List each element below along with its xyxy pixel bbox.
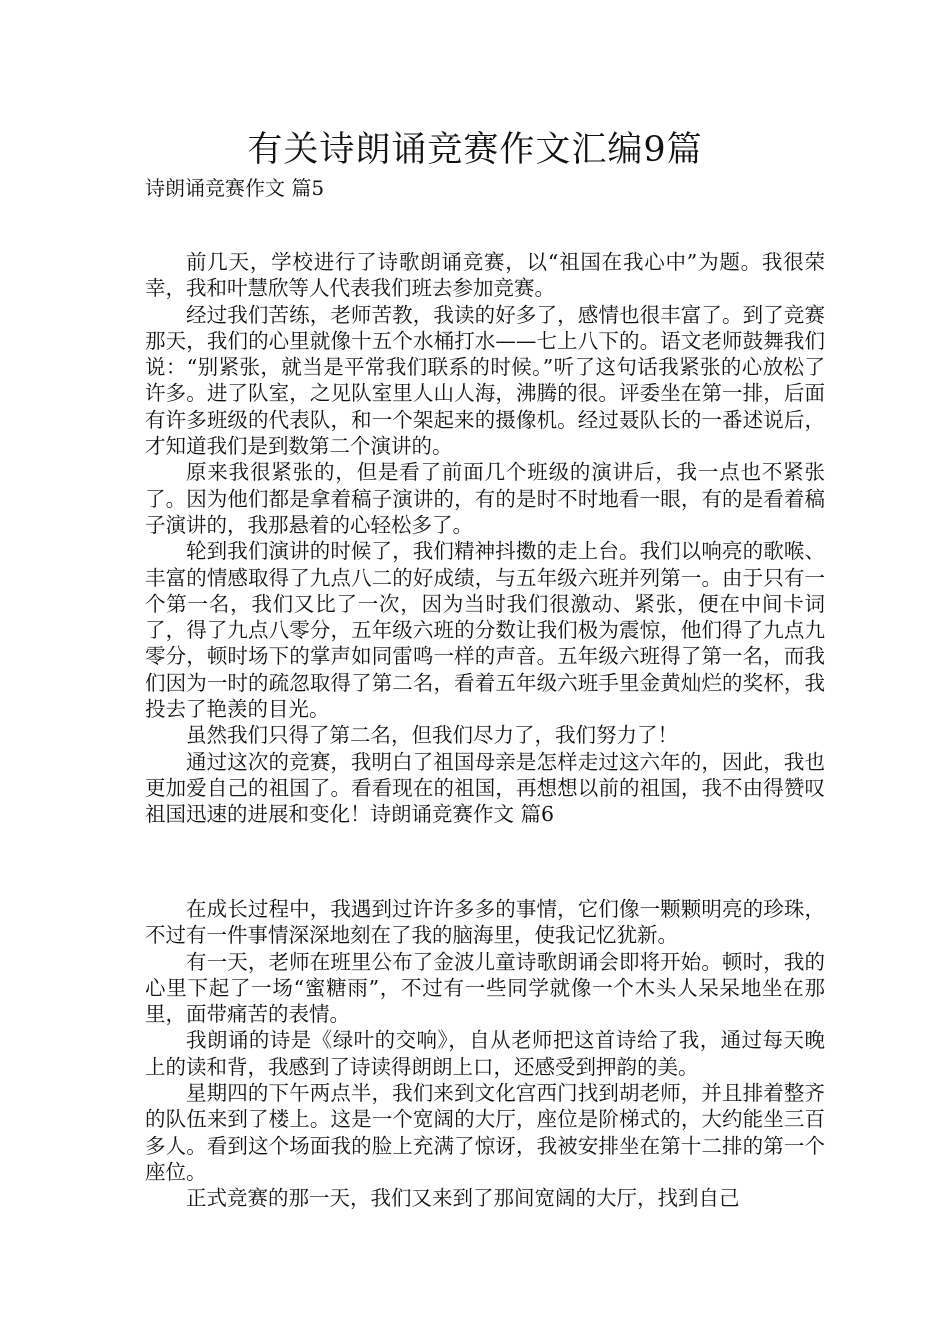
paragraph: 在成长过程中，我遇到过许许多多的事情，它们像一颗颗明亮的珍珠，不过有一件事情深深地刻在了我的脑海里，使我记忆犹新。 — [145, 897, 825, 948]
paragraph-text: 通过这次的竞赛，我明白了祖国母亲是怎样走过这六年的，因此，我也更加爱自己的祖国了。看看现在的祖国，再想想以前的祖国，我不由得赞叹祖国迅速的进展和变化！ — [145, 749, 825, 827]
section-heading-5: 诗朗诵竞赛作文 篇5 — [145, 176, 325, 200]
paragraph: 有一天，老师在班里公布了金波儿童诗歌朗诵会即将开始。顿时，我的心里下起了一场“蜜糖雨”，不过有一些同学就像一个木头人呆呆地坐在那里，面带痛苦的表情。 — [145, 949, 825, 1027]
section-6-body — [145, 896, 825, 1212]
paragraph: 虽然我们只得了第二名，但我们尽力了，我们努力了！ — [186, 723, 678, 748]
paragraph: 正式竞赛的那一天，我们又来到了那间宽阔的大厅，找到自己 — [186, 1186, 740, 1211]
document-title: 有关诗朗诵竞赛作文汇编9篇 — [247, 130, 703, 170]
paragraph-with-next-heading — [145, 749, 825, 828]
paragraph: 原来我很紧张的，但是看了前面几个班级的演讲后，我一点也不紧张了。因为他们都是拿着稿子演讲的，有的是时不时地看一眼，有的是看着稿子演讲的，我那悬着的心轻松多了。 — [145, 460, 825, 537]
section-heading-6: 诗朗诵竞赛作文 篇6 — [370, 802, 555, 827]
paragraph: 前几天，学校进行了诗歌朗诵竞赛，以“祖国在我心中”为题。我很荣幸，我和叶慧欣等人代表我们班去参加竞赛。 — [145, 250, 825, 301]
section-5-body — [145, 249, 825, 828]
paragraph: 星期四的下午两点半，我们来到文化宫西门找到胡老师，并且排着整齐的队伍来到了楼上。这是一个宽阔的大厅，座位是阶梯式的，大约能坐三百多人。看到这个场面我的脸上充满了惊讶，我被安排坐在第十二排的第一个座位。 — [145, 1081, 825, 1184]
paragraph: 经过我们苦练，老师苦教，我读的好多了，感情也很丰富了。到了竞赛那天，我们的心里就像十五个水桶打水——七上八下的。语文老师鼓舞我们说：“别紧张，就当是平常我们联系的时候。”听了这句话我紧张的心放松了许多。进了队室，之见队室里人山人海，沸腾的很。评委坐在第一排，后面有许多班级的代表队，和一个架起来的摄像机。经过聂队长的一番述说后，才知道我们是到数第二个演讲的。 — [145, 302, 825, 459]
paragraph: 我朗诵的诗是《绿叶的交响》，自从老师把这首诗给了我，通过每天晚上的读和背，我感到了诗读得朗朗上口，还感受到押韵的美。 — [145, 1028, 825, 1079]
paragraph: 轮到我们演讲的时候了，我们精神抖擞的走上台。我们以响亮的歌喉、丰富的情感取得了九点八二的好成绩，与五年级六班并列第一。由于只有一个第一名，我们又比了一次，因为当时我们很激动、紧张，便在中间卡词了，得了九点八零分，五年级六班的分数让我们极为震惊，他们得了九点九零分，顿时场下的掌声如同雷鸣一样的声音。五年级六班得了第一名，而我们因为一时的疏忽取得了第二名，看着五年级六班手里金黄灿烂的奖杯，我投去了艳羡的目光。 — [145, 539, 825, 722]
